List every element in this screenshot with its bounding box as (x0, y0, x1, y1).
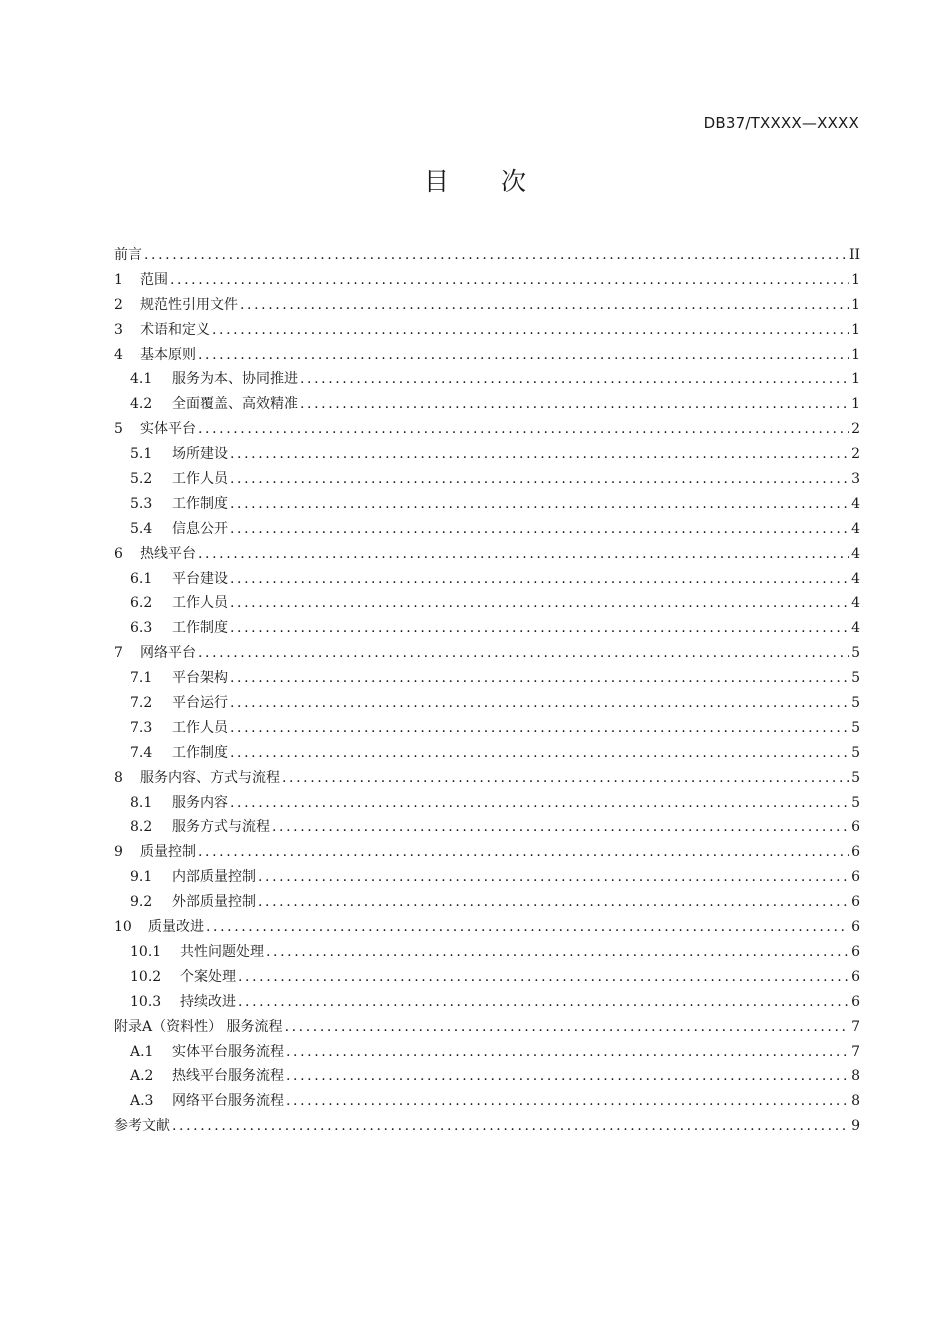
toc-entry[interactable] (114, 591, 860, 616)
toc-entry[interactable] (114, 243, 860, 268)
toc-entry-number: 1 (114, 271, 123, 288)
toc-entry-title: 场所建设 (172, 446, 228, 463)
toc-entry[interactable] (114, 766, 860, 791)
toc-entry-page: 5 (851, 695, 860, 712)
toc-dot-leader (172, 1114, 849, 1139)
toc-entry-number: 6.2 (130, 595, 153, 612)
toc-dot-leader (258, 865, 849, 890)
toc-entry[interactable] (114, 890, 860, 915)
toc-entry-title: 网络平台 (140, 645, 196, 662)
toc-entry-number: 10 (114, 919, 132, 936)
toc-entry[interactable] (114, 268, 860, 293)
toc-dot-leader (230, 591, 849, 616)
toc-entry[interactable] (114, 542, 860, 567)
toc-entry[interactable] (114, 865, 860, 890)
toc-entry-page: 6 (851, 844, 860, 861)
toc-entry[interactable] (114, 492, 860, 517)
toc-entry-title: 服务内容、方式与流程 (140, 769, 280, 786)
toc-dot-leader (238, 965, 849, 990)
toc-entry-title: 平台架构 (172, 670, 228, 687)
toc-entry-page: 3 (851, 471, 860, 488)
toc-dot-leader (258, 890, 849, 915)
toc-entry-page: 6 (851, 993, 860, 1010)
toc-entry-number: 5 (114, 421, 123, 438)
toc-entry-number: 2 (114, 296, 123, 313)
toc-entry-page: 6 (851, 819, 860, 836)
toc-entry-page: 1 (851, 396, 860, 413)
toc-dot-leader (144, 243, 847, 268)
toc-entry-title: 全面覆盖、高效精准 (172, 396, 298, 413)
toc-entry-number: 7 (114, 645, 123, 662)
toc-entry-title: 实体平台 (140, 421, 196, 438)
toc-dot-leader (272, 815, 849, 840)
toc-entry-number: 5.3 (130, 495, 153, 512)
toc-entry[interactable] (114, 442, 860, 467)
toc-dot-leader (230, 616, 849, 641)
toc-dot-leader (230, 666, 849, 691)
toc-entry-title: 热线平台服务流程 (172, 1068, 284, 1085)
toc-entry-title: 个案处理 (180, 968, 236, 985)
toc-dot-leader (240, 293, 849, 318)
toc-dot-leader (285, 1015, 850, 1040)
toc-entry[interactable] (114, 1015, 860, 1040)
toc-entry-page: 7 (851, 1018, 860, 1035)
toc-entry-title: 热线平台 (140, 545, 196, 562)
toc-entry-title: 外部质量控制 (172, 894, 256, 911)
toc-entry-page: 4 (851, 495, 860, 512)
toc-dot-leader (198, 641, 849, 666)
toc-entry[interactable] (114, 691, 860, 716)
toc-entry-page: 5 (851, 719, 860, 736)
toc-entry-page: 4 (851, 620, 860, 637)
toc-entry-page: 4 (851, 545, 860, 562)
toc-entry-number: 8.1 (130, 794, 153, 811)
toc-entry-number: 10.1 (130, 943, 162, 960)
toc-entry-title: 工作人员 (172, 471, 228, 488)
page-title: 目 次 (424, 167, 548, 196)
toc-entry[interactable] (114, 1064, 860, 1089)
toc-entry-page: 4 (851, 520, 860, 537)
toc-entry-number: A.1 (130, 1043, 154, 1060)
toc-entry-page: 4 (851, 595, 860, 612)
toc-entry-number: 9.2 (130, 894, 153, 911)
toc-entry[interactable] (114, 915, 860, 940)
toc-dot-leader (206, 915, 849, 940)
toc-entry-number: 7.3 (130, 719, 153, 736)
toc-entry-number: 8 (114, 769, 123, 786)
document-code: DB37/TXXXX—XXXX (703, 114, 859, 132)
toc-entry-title: 参考文献 (114, 1118, 170, 1135)
toc-entry[interactable] (114, 567, 860, 592)
toc-entry-title: 服务方式与流程 (172, 819, 270, 836)
toc-entry-title: 持续改进 (180, 993, 236, 1010)
toc-entry-title: 工作制度 (172, 744, 228, 761)
toc-entry-page: 8 (851, 1068, 860, 1085)
toc-dot-leader (230, 791, 849, 816)
toc-entry-title: 平台建设 (172, 570, 228, 587)
toc-entry-number: 10.2 (130, 968, 162, 985)
toc-entry[interactable] (114, 1089, 860, 1114)
toc-dot-leader (230, 716, 849, 741)
toc-entry-page: 4 (851, 570, 860, 587)
toc-entry-page: 6 (851, 968, 860, 985)
toc-entry-title: 前言 (114, 247, 142, 263)
toc-entry-page: 5 (851, 645, 860, 662)
toc-entry-title: 术语和定义 (140, 321, 210, 338)
toc-entry-title: 基本原则 (140, 346, 196, 363)
toc-entry-number: A.2 (130, 1068, 154, 1085)
toc-entry-page: 7 (851, 1043, 860, 1060)
toc-entry-number: 7.2 (130, 695, 153, 712)
toc-entry-title: 质量控制 (140, 844, 196, 861)
toc-entry-title: 附录A（资料性） 服务流程 (114, 1018, 283, 1035)
toc-dot-leader (286, 1089, 849, 1114)
toc-entry-page: 1 (851, 296, 860, 313)
toc-entry-page: 5 (851, 794, 860, 811)
toc-entry[interactable] (114, 367, 860, 392)
toc-entry-number: 9 (114, 844, 123, 861)
toc-entry-number: 5.2 (130, 471, 153, 488)
toc-entry-title: 网络平台服务流程 (172, 1093, 284, 1110)
toc-entry[interactable] (114, 815, 860, 840)
toc-entry[interactable] (114, 965, 860, 990)
toc-dot-leader (300, 367, 849, 392)
toc-entry-number: 6.1 (130, 570, 153, 587)
toc-entry[interactable] (114, 791, 860, 816)
toc-entry-number: 6.3 (130, 620, 153, 637)
toc-dot-leader (230, 517, 849, 542)
toc-entry[interactable] (114, 467, 860, 492)
toc-dot-leader (230, 492, 849, 517)
toc-entry-page: 2 (851, 421, 860, 438)
toc-dot-leader (198, 417, 849, 442)
toc-entry[interactable] (114, 741, 860, 766)
toc-entry-number: 4.2 (130, 396, 153, 413)
toc-entry-title: 工作人员 (172, 719, 228, 736)
toc-entry-title: 范围 (140, 271, 168, 288)
toc-entry-number: 5.1 (130, 446, 153, 463)
toc-entry-number: 3 (114, 321, 123, 338)
toc-dot-leader (266, 940, 849, 965)
toc-entry-number: 8.2 (130, 819, 153, 836)
toc-entry-title: 工作制度 (172, 495, 228, 512)
toc-entry-page: 9 (851, 1118, 860, 1135)
toc-entry[interactable] (114, 392, 860, 417)
toc-entry-number: 5.4 (130, 520, 153, 537)
toc-dot-leader (300, 392, 849, 417)
toc-entry-number: 4.1 (130, 371, 153, 388)
toc-entry-title: 工作制度 (172, 620, 228, 637)
toc-dot-leader (230, 567, 849, 592)
toc-entry-number: 7.1 (130, 670, 153, 687)
toc-dot-leader (286, 1040, 849, 1065)
toc-entry-number: 10.3 (130, 993, 162, 1010)
table-of-contents (114, 243, 860, 1139)
toc-dot-leader (230, 467, 849, 492)
toc-entry-page: II (848, 247, 860, 263)
toc-entry[interactable] (114, 716, 860, 741)
toc-entry[interactable] (114, 517, 860, 542)
toc-entry-page: 5 (851, 670, 860, 687)
toc-entry[interactable] (114, 940, 860, 965)
toc-entry-page: 1 (851, 371, 860, 388)
toc-dot-leader (230, 741, 849, 766)
toc-entry[interactable] (114, 616, 860, 641)
toc-entry[interactable] (114, 840, 860, 865)
toc-entry-page: 6 (851, 919, 860, 936)
toc-entry[interactable] (114, 293, 860, 318)
toc-entry[interactable] (114, 1040, 860, 1065)
toc-dot-leader (286, 1064, 849, 1089)
toc-dot-leader (198, 343, 849, 368)
toc-entry-page: 6 (851, 894, 860, 911)
toc-entry-number: 6 (114, 545, 123, 562)
toc-entry-number: A.3 (130, 1093, 154, 1110)
toc-dot-leader (198, 542, 849, 567)
toc-entry-page: 2 (851, 446, 860, 463)
toc-dot-leader (282, 766, 849, 791)
toc-dot-leader (238, 990, 849, 1015)
toc-entry[interactable] (114, 417, 860, 442)
toc-dot-leader (212, 318, 849, 343)
toc-entry-title: 服务为本、协同推进 (172, 371, 298, 388)
toc-entry-title: 信息公开 (172, 520, 228, 537)
toc-entry-title: 质量改进 (148, 919, 204, 936)
toc-entry-page: 1 (851, 321, 860, 338)
toc-entry-number: 4 (114, 346, 123, 363)
toc-entry-number: 7.4 (130, 744, 153, 761)
toc-entry[interactable] (114, 990, 860, 1015)
toc-entry-title: 平台运行 (172, 695, 228, 712)
toc-entry-title: 规范性引用文件 (140, 296, 238, 313)
toc-entry[interactable] (114, 1114, 860, 1139)
toc-dot-leader (230, 442, 849, 467)
toc-entry-number: 9.1 (130, 869, 153, 886)
toc-entry[interactable] (114, 666, 860, 691)
toc-entry-title: 实体平台服务流程 (172, 1043, 284, 1060)
toc-dot-leader (170, 268, 849, 293)
toc-entry-page: 6 (851, 869, 860, 886)
toc-dot-leader (230, 691, 849, 716)
toc-entry-title: 服务内容 (172, 794, 228, 811)
toc-dot-leader (198, 840, 849, 865)
toc-entry[interactable] (114, 343, 860, 368)
toc-entry-title: 共性问题处理 (180, 943, 264, 960)
toc-entry-page: 5 (851, 744, 860, 761)
toc-entry-title: 工作人员 (172, 595, 228, 612)
toc-entry[interactable] (114, 318, 860, 343)
toc-entry-title: 内部质量控制 (172, 869, 256, 886)
toc-entry[interactable] (114, 641, 860, 666)
toc-entry-page: 6 (851, 943, 860, 960)
toc-entry-page: 1 (851, 346, 860, 363)
toc-entry-page: 1 (851, 271, 860, 288)
toc-entry-page: 5 (851, 769, 860, 786)
toc-entry-page: 8 (851, 1093, 860, 1110)
